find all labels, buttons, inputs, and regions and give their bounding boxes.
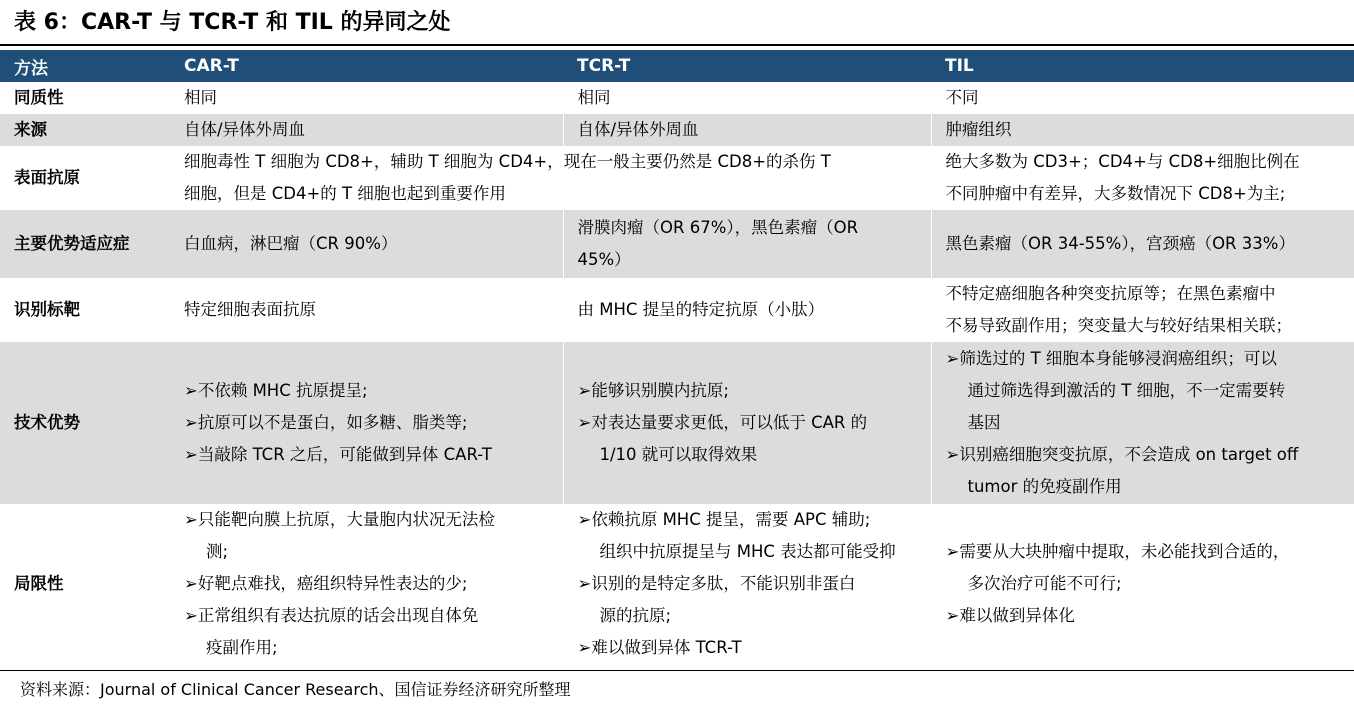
row-label: 识别标靶 xyxy=(0,278,170,342)
cell-line: 由 MHC 提呈的特定抗原（小肽） xyxy=(577,300,825,319)
cell-line: ➢只能靶向膜上抗原，大量胞内状况无法检 xyxy=(184,510,495,529)
cell-line: ➢识别的是特定多肽，不能识别非蛋白 xyxy=(577,574,856,593)
cell-line: 组织中抗原提呈与 MHC 表达都可能受抑 xyxy=(599,542,896,561)
header-method: 方法 xyxy=(0,50,170,82)
cell-line: ➢抗原可以不是蛋白，如多糖、脂类等; xyxy=(184,413,468,432)
cell-line: 不特定癌细胞各种突变抗原等；在黑色素瘤中 xyxy=(945,284,1276,303)
cell-line: 疫副作用; xyxy=(206,638,278,657)
table-row xyxy=(0,146,1354,210)
cell-line: 通过筛选得到激活的 T 细胞，不一定需要转 xyxy=(967,381,1286,400)
source-note: 资料来源：Journal of Clinical Cancer Research、国信证券经济研究所整理 xyxy=(20,680,571,699)
cell-til xyxy=(931,504,1354,664)
cell-line: 白血病，淋巴瘤（CR 90%） xyxy=(184,234,398,253)
row-label: 表面抗原 xyxy=(0,146,170,210)
cell-tcr-t xyxy=(563,114,931,146)
cell-line: 测; xyxy=(206,542,229,561)
row-label: 技术优势 xyxy=(0,342,170,504)
cell-tcr-t xyxy=(563,342,931,504)
cell-car-t xyxy=(170,82,563,114)
table-body xyxy=(0,82,1354,664)
cell-line: 自体/异体外周血 xyxy=(577,120,699,139)
cell-til xyxy=(931,342,1354,504)
row-label: 同质性 xyxy=(0,82,170,114)
cell-line: 细胞，但是 CD4+的 T 细胞也起到重要作用 xyxy=(184,184,506,203)
cell-line: ➢识别癌细胞突变抗原，不会造成 on target off xyxy=(945,445,1299,464)
bottom-divider xyxy=(0,670,1354,671)
cell-tcr-t xyxy=(563,210,931,278)
cell-car-t-tcr-t xyxy=(170,146,931,210)
cell-line: tumor 的免疫副作用 xyxy=(967,477,1122,496)
cell-line: 不同肿瘤中有差异，大多数情况下 CD8+为主; xyxy=(945,184,1286,203)
cell-line: 绝大多数为 CD3+；CD4+与 CD8+细胞比例在 xyxy=(945,152,1300,171)
cell-line: ➢需要从大块肿瘤中提取，未必能找到合适的， xyxy=(945,542,1290,561)
cell-line: 不易导致副作用；突变量大与较好结果相关联； xyxy=(945,316,1292,335)
cell-line: ➢难以做到异体化 xyxy=(945,606,1075,625)
cell-line: 不同 xyxy=(945,88,979,107)
cell-line: 黑色素瘤（OR 34-55%），宫颈癌（OR 33%） xyxy=(945,234,1295,253)
cell-car-t xyxy=(170,114,563,146)
cell-line: 滑膜肉瘤（OR 67%），黑色素瘤（OR xyxy=(577,218,859,237)
cell-car-t xyxy=(170,278,563,342)
row-label: 来源 xyxy=(0,114,170,146)
table-title: 表 6：CAR-T 与 TCR-T 和 TIL 的异同之处 xyxy=(14,10,451,35)
table-row xyxy=(0,82,1354,114)
cell-line: 相同 xyxy=(577,88,611,107)
comparison-table xyxy=(0,50,1354,664)
cell-til xyxy=(931,82,1354,114)
cell-line: 基因 xyxy=(967,413,1001,432)
cell-line: 45%） xyxy=(577,250,631,269)
cell-line: 特定细胞表面抗原 xyxy=(184,300,316,319)
cell-line: 自体/异体外周血 xyxy=(184,120,306,139)
table-row xyxy=(0,504,1354,664)
title-divider xyxy=(0,44,1354,46)
cell-line: 细胞毒性 T 细胞为 CD8+，辅助 T 细胞为 CD4+，现在一般主要仍然是 CD8+的杀伤 T xyxy=(184,152,831,171)
row-label: 局限性 xyxy=(0,504,170,664)
cell-line: 多次治疗可能不可行; xyxy=(967,574,1122,593)
table-row xyxy=(0,278,1354,342)
cell-line: ➢好靶点难找，癌组织特异性表达的少; xyxy=(184,574,468,593)
cell-line: ➢正常组织有表达抗原的话会出现自体免 xyxy=(184,606,479,625)
table-row xyxy=(0,210,1354,278)
cell-line: 1/10 就可以取得效果 xyxy=(599,445,758,464)
cell-til xyxy=(931,210,1354,278)
cell-line: ➢难以做到异体 TCR-T xyxy=(577,638,742,657)
cell-car-t xyxy=(170,342,563,504)
header-til: TIL xyxy=(931,50,1354,82)
cell-line: ➢当敲除 TCR 之后，可能做到异体 CAR-T xyxy=(184,445,492,464)
cell-car-t xyxy=(170,210,563,278)
cell-line: ➢能够识别膜内抗原; xyxy=(577,381,729,400)
cell-line: ➢对表达量要求更低，可以低于 CAR 的 xyxy=(577,413,868,432)
cell-til xyxy=(931,114,1354,146)
header-tcr-t: TCR-T xyxy=(563,50,931,82)
cell-tcr-t xyxy=(563,82,931,114)
cell-line: ➢筛选过的 T 细胞本身能够浸润癌组织；可以 xyxy=(945,349,1277,368)
cell-line: 源的抗原; xyxy=(599,606,672,625)
cell-tcr-t xyxy=(563,504,931,664)
cell-til xyxy=(931,146,1354,210)
cell-car-t xyxy=(170,504,563,664)
cell-tcr-t xyxy=(563,278,931,342)
table-row xyxy=(0,114,1354,146)
header-row xyxy=(0,50,1354,82)
cell-line: ➢依赖抗原 MHC 提呈，需要 APC 辅助; xyxy=(577,510,871,529)
cell-til xyxy=(931,278,1354,342)
table-row xyxy=(0,342,1354,504)
cell-line: 肿瘤组织 xyxy=(945,120,1012,139)
cell-line: 相同 xyxy=(184,88,217,107)
cell-line: ➢不依赖 MHC 抗原提呈; xyxy=(184,381,368,400)
header-car-t: CAR-T xyxy=(170,50,563,82)
row-label: 主要优势适应症 xyxy=(0,210,170,278)
